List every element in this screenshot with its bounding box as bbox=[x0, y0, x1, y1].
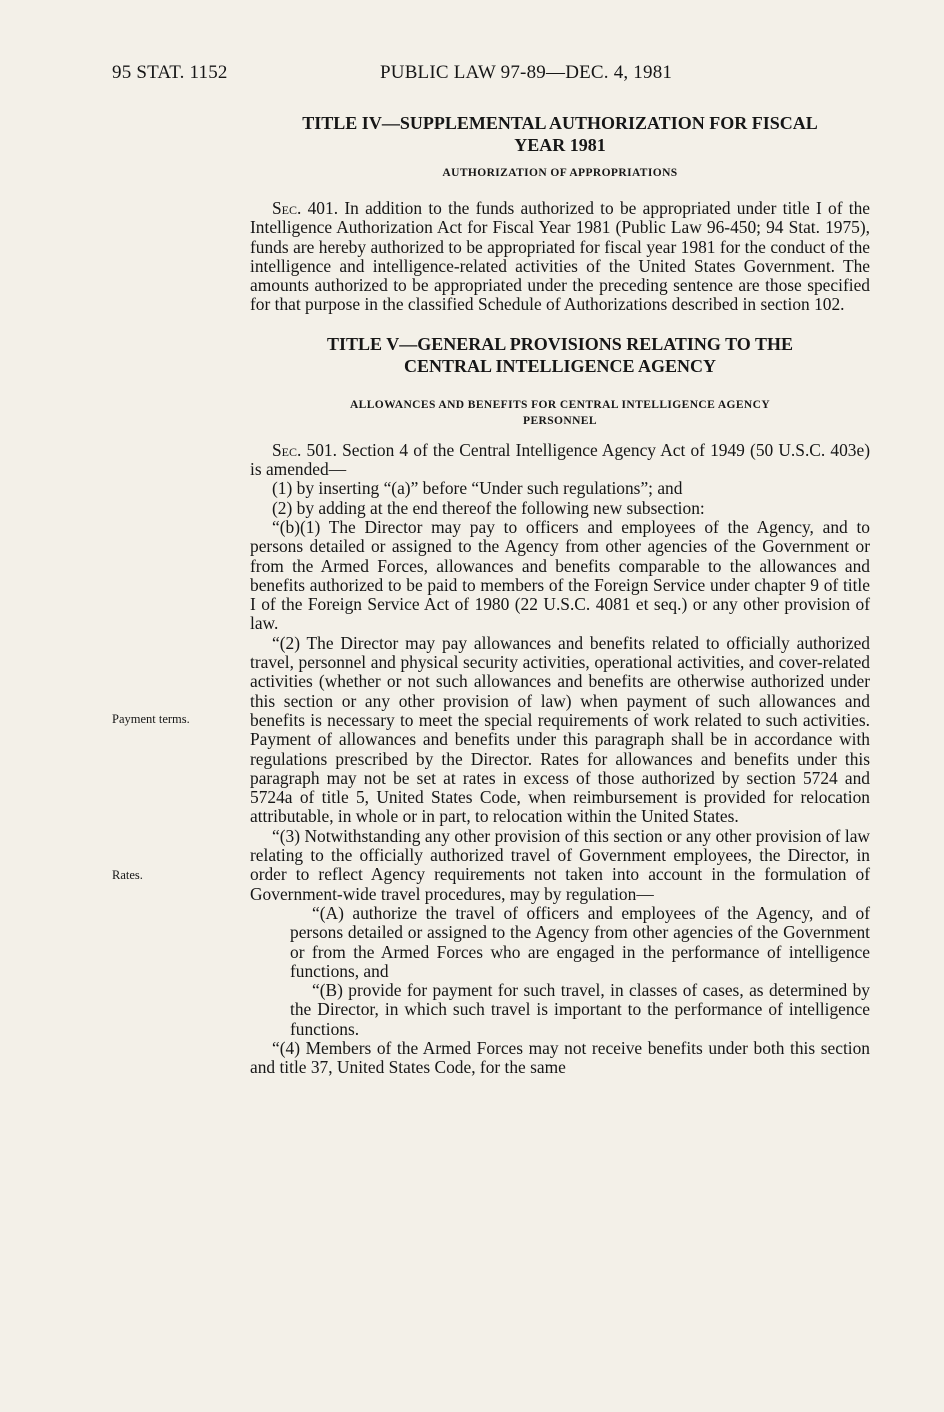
section-501-paragraph bbox=[250, 441, 870, 480]
title-v-subheading-line2: PERSONNEL bbox=[523, 414, 597, 427]
title-iv-heading-line2: YEAR 1981 bbox=[514, 135, 606, 155]
section-501-text: Section 4 of the Central Intelligence Agency Act of 1949 (50 U.S.C. 403e) is amended— bbox=[250, 439, 870, 480]
section-401-paragraph bbox=[250, 199, 870, 315]
title-iv-subheading: AUTHORIZATION OF APPROPRIATIONS bbox=[442, 167, 678, 179]
sidenote-rates: Rates. bbox=[112, 868, 143, 882]
amendment-item-1: (1) by inserting “(a)” before “Under such regulations”; and bbox=[272, 478, 683, 499]
page-header bbox=[0, 62, 944, 92]
subsection-b-4: “(4) Members of the Armed Forces may not receive benefits under both this section and title 37, United States Code, for the same bbox=[250, 1037, 870, 1078]
public-law-citation: PUBLIC LAW 97-89—DEC. 4, 1981 bbox=[380, 62, 673, 83]
title-v-section bbox=[250, 333, 870, 1078]
subparagraph-b: “(B) provide for payment for such travel, in classes of cases, as determined by the Director, in which such travel is important to the performance of intelligence functions. bbox=[290, 980, 870, 1039]
section-501-label: Sec. 501. bbox=[272, 439, 337, 460]
document-body bbox=[250, 112, 870, 1078]
title-v-heading-line1: TITLE V—GENERAL PROVISIONS RELATING TO THE bbox=[327, 333, 793, 354]
section-401-text: In addition to the funds authorized to be appropriated under title I of the Intelligence Authorization Act for Fiscal Year 1981 (Public Law 96-450; 94 Stat. 1975), funds are hereby authorized to be appropriated for fiscal year 1981 for the conduct of the intelligence and intelligence-related activities of the United States Government. The amounts authorized to be appropriated under the preceding sentence are those specified for that purpose in the classified Schedule of Authorizations described in section 102. bbox=[250, 198, 871, 315]
title-iv-heading-line1: TITLE IV—SUPPLEMENTAL AUTHORIZATION FOR FISCAL bbox=[302, 113, 818, 133]
section-401-label: Sec. 401. bbox=[272, 198, 339, 218]
subsection-b-2: “(2) The Director may pay allowances and benefits related to officially authorized travel, personnel and physical security activities, operational activities, and cover-related activities (whether or not such allowances and benefits are otherwise authorized under this section or any other provision of law) when payment of such allowances and benefits is necessary to meet the special requirements of work related to such activities. Payment of allowances and benefits under this paragraph shall be in accordance with regulations prescribed by the Director. Rates for allowances and benefits under this paragraph may not be set at rates in excess of those authorized by section 5724 and 5724a of title 5, United States Code, when reimbursement is provided for relocation attributable, in whole or in part, to relocation within the United States. bbox=[250, 632, 870, 827]
title-iv-section bbox=[250, 112, 870, 315]
sidenote-payment-terms: Payment terms. bbox=[112, 712, 190, 726]
subsection-b-1: “(b)(1) The Director may pay to officers and employees of the Agency, and to persons detailed or assigned to the Agency from other agencies of the Government or from the Armed Forces, allowances and benefits comparable to the allowances and benefits authorized to be paid to members of the Foreign Service under chapter 9 of title I of the Foreign Service Act of 1980 (22 U.S.C. 4081 et seq.) or any other provision of law. bbox=[250, 516, 870, 634]
title-v-heading-line2: CENTRAL INTELLIGENCE AGENCY bbox=[403, 355, 717, 376]
subparagraph-a: “(A) authorize the travel of officers and employees of the Agency, and of persons detailed or assigned to the Agency from other agencies of the Government or from the Armed Forces who are engaged in the performance of intelligence functions, and bbox=[290, 902, 870, 981]
amendment-item-2: (2) by adding at the end thereof the following new subsection: bbox=[272, 497, 705, 518]
statute-citation: 95 STAT. 1152 bbox=[112, 62, 228, 83]
subsection-b-3: “(3) Notwithstanding any other provision of this section or any other provision of law relating to the officially authorized travel of Government employees, the Director, in order to reflect Agency requirements not taken into account in the formulation of Government-wide travel procedures, may by regulation— bbox=[250, 825, 870, 904]
title-v-subheading-line1: ALLOWANCES AND BENEFITS FOR CENTRAL INTELLIGENCE AGENCY bbox=[349, 398, 771, 411]
